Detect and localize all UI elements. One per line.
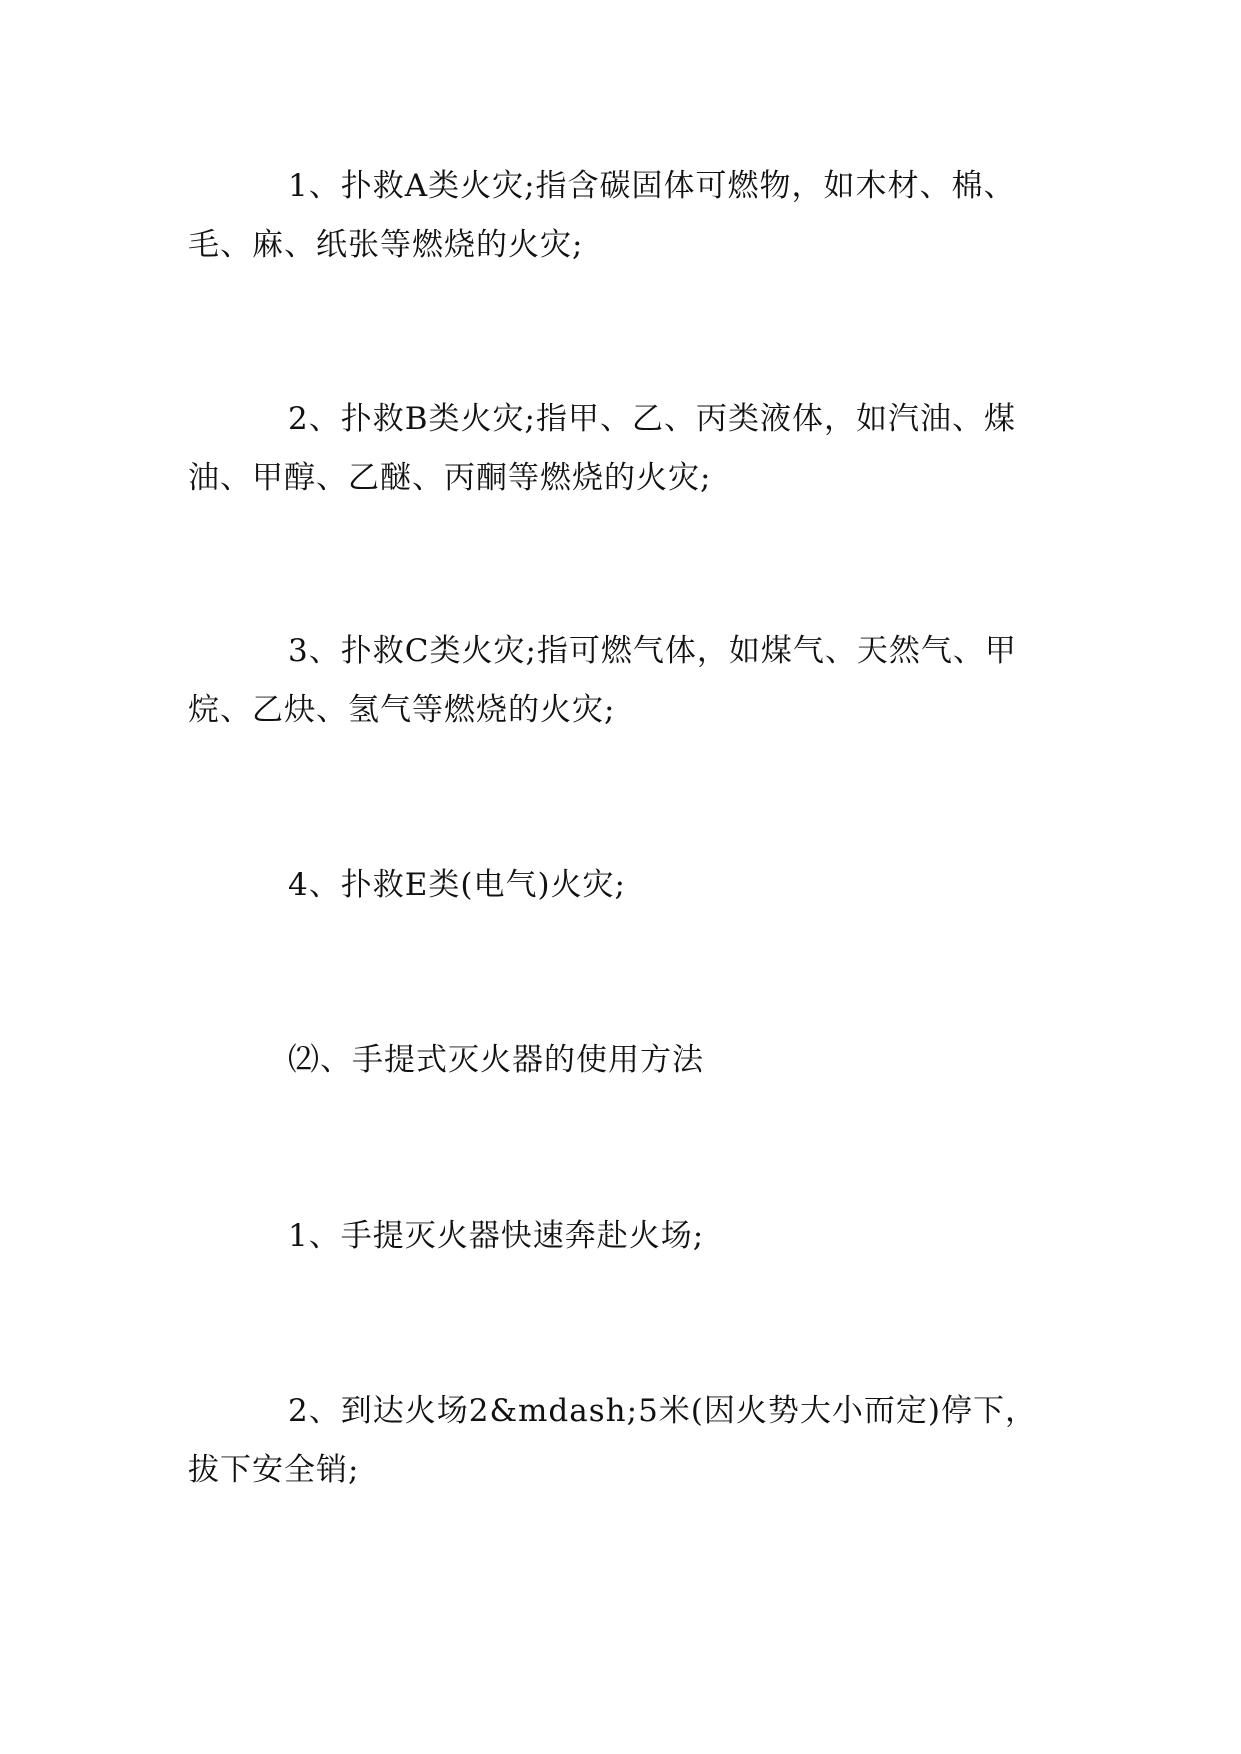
paragraph-class-c-fire: 3、扑救C类火灾;指可燃气体，如煤气、天然气、甲烷、乙炔、氢气等燃烧的火灾;	[188, 633, 1017, 728]
paragraph-step-2: 2、到达火场2&mdash;5米(因火势大小而定)停下，拔下安全销;	[188, 1393, 1037, 1488]
paragraph-class-b-fire: 2、扑救B类火灾;指甲、乙、丙类液体，如汽油、煤油、甲醇、乙醚、丙酮等燃烧的火灾;	[188, 401, 1016, 496]
paragraph-class-e-fire: 4、扑救E类(电气)火灾;	[288, 867, 626, 903]
section-heading-extinguisher-usage: ⑵、手提式灭火器的使用方法	[288, 1042, 704, 1078]
paragraph-class-a-fire: 1、扑救A类火灾;指含碳固体可燃物，如木材、棉、毛、麻、纸张等燃烧的火灾;	[188, 168, 1016, 263]
paragraph-step-1: 1、手提灭火器快速奔赴火场;	[288, 1218, 705, 1254]
